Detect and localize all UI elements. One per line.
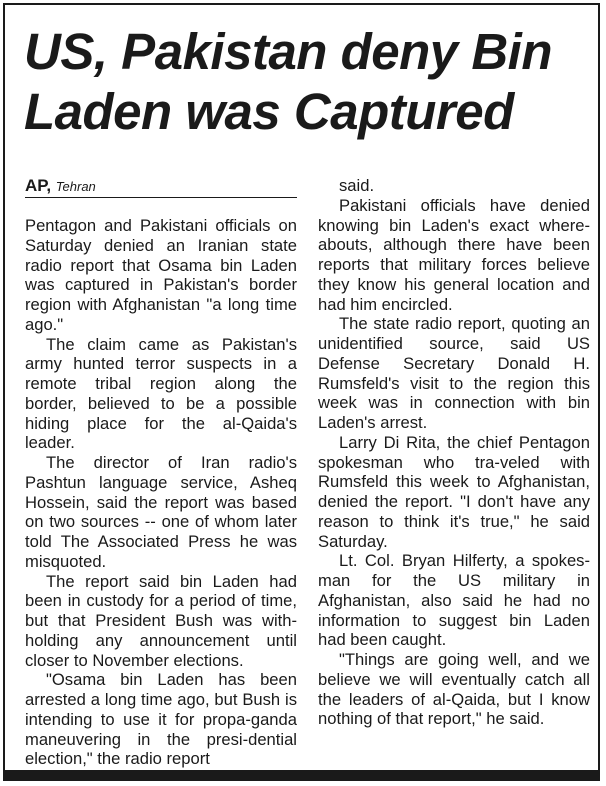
- paragraph: Lt. Col. Bryan Hilferty, a spokes-man for the US military in Afghanistan, also said he had no information to suggest bin Laden had been caught.: [318, 551, 590, 650]
- bottom-rule: [3, 770, 600, 781]
- paragraph: The claim came as Pakistan's army hunted terror suspects in a remote tribal region along the border, believed to be a possible hiding place for the al-Qaida's leader.: [25, 334, 297, 453]
- headline-line-2: Laden was Captured: [24, 83, 514, 140]
- byline: [25, 176, 297, 198]
- paragraph: "Things are going well, and we believe we will eventually catch all the leaders of al-Qaida, but I know nothing of that report," he said.: [318, 650, 590, 729]
- paragraph: said.: [339, 176, 375, 195]
- paragraph: "Osama bin Laden has been arrested a long time ago, but Bush is intending to use it for propa-ganda maneuvering in the presi-dential election," the radio report: [25, 670, 297, 769]
- paragraph: The report said bin Laden had been in custody for a period of time, but that President Bush was with-holding any announcement until closer to November elections.: [25, 571, 297, 670]
- paragraph: Larry Di Rita, the chief Pentagon spokesman who tra-veled with Rumsfeld this week to Afghanistan, denied the report. "I don't have any reason to think it's true," he said Saturday.: [318, 432, 590, 551]
- paragraph: The state radio report, quoting an unidentified source, said US Defense Secretary Donald H. Rumsfeld's visit to the region this week was in connection with bin Laden's arrest.: [318, 314, 590, 432]
- left-column: [25, 176, 297, 769]
- right-column: [318, 176, 590, 729]
- headline-line-1: US, Pakistan deny Bin: [24, 23, 552, 80]
- headline: [24, 22, 584, 142]
- paragraph: Pentagon and Pakistani officials on Saturday denied an Iranian state radio report that Osama bin Laden was captured in Pakistan's border region with Afghanistan "a long time ago.": [25, 216, 297, 334]
- paragraph: The director of Iran radio's Pashtun language service, Asheq Hossein, said the report was based on two sources -- one of whom later told The Associated Press he was misquoted.: [25, 453, 297, 571]
- byline-agency: AP,: [25, 176, 52, 195]
- paragraph: Pakistani officials have denied knowing bin Laden's exact where-abouts, although there have been reports that military forces believe they know his general location and had him encircled.: [318, 195, 590, 314]
- byline-place: Tehran: [55, 179, 96, 194]
